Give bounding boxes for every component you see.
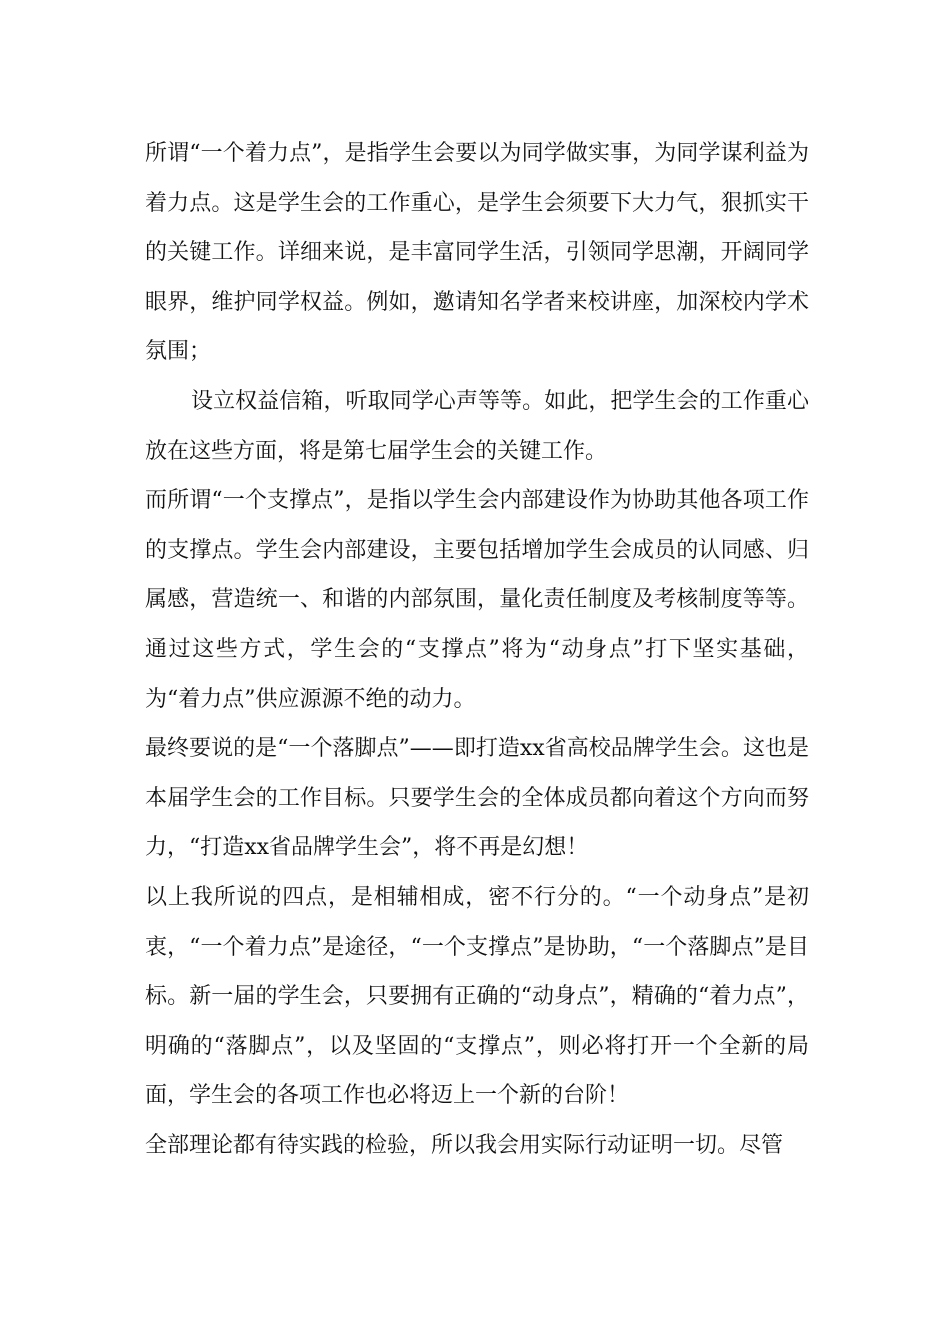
paragraph-four-points-summary: 以上我所说的四点，是相辅相成，密不行分的。“一个动身点”是初衷，“一个着力点”是途径，“一个支撑点”是协助，“一个落脚点”是目标。新一届的学生会，只要拥有正确的“动身点”，精确的“着力点”，明确的“落脚点”，以及坚固的“支撑点”，则必将打开一个全新的局面，学生会的各项工作也必将迈上一个新的台阶！: [145, 884, 809, 1109]
paragraph-rights-mailbox: 设立权益信箱，听取同学心声等等。如此，把学生会的工作重心放在这些方面，将是第七届学生会的关键工作。: [145, 388, 809, 464]
paragraph-support-point: 而所谓“一个支撑点”，是指以学生会内部建设作为协助其他各项工作的支撑点。学生会内部建设，主要包括增加学生会成员的认同感、归属感，营造统一、和谐的内部氛围，量化责任制度及考核制度等等。通过这些方式，学生会的“支撑点”将为“动身点”打下坚实基础，为“着力点”供应源源不绝的动力。: [145, 488, 809, 712]
body-text: [145, 129, 809, 1170]
paragraph-landing-point: 最终要说的是“一个落脚点”——即打造xx省高校品牌学生会。这也是本届学生会的工作目标。只要学生会的全体成员都向着这个方向而努力，“打造xx省品牌学生会”，将不再是幻想！: [145, 736, 809, 861]
paragraph-focus-point: 所谓“一个着力点”，是指学生会要以为同学做实事，为同学谋利益为着力点。这是学生会的工作重心，是学生会须要下大力气，狠抓实干的关键工作。详细来说，是丰富同学生活，引领同学思潮，开阔同学眼界，维护同学权益。例如，邀请知名学者来校讲座，加深校内学术氛围；: [145, 141, 809, 365]
paragraph-practice: 全部理论都有待实践的检验，所以我会用实际行动证明一切。尽管: [145, 1132, 784, 1158]
